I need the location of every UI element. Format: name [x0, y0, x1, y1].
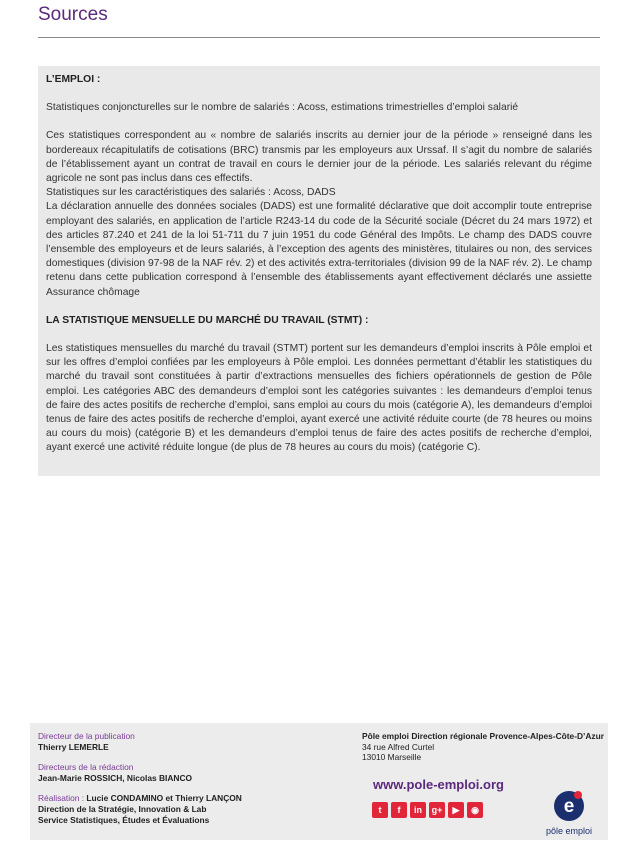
emploi-paragraph-1: Statistiques conjoncturelles sur le nombre de salariés : Acoss, estimations trimestrielles d’emploi salarié [46, 102, 519, 114]
social-icons [372, 802, 483, 818]
stmt-paragraph-1: Les statistiques mensuelles du marché du travail (STMT) portent sur les demandeurs d’emploi inscrits à Pôle emploi et sur les offres d’emploi confiées par les employeurs à Pôle emploi. Les données permettant d’établir les statistiques du marché du travail sont constituées à partir d’extractions mensuelles des fichiers opérationnels de gestion de Pôle emploi. Les catégories ABC des demandeurs d’emploi sont les catégories suivantes : les demandeurs d’emploi tenus de faire des actes positifs de recherche d’emploi, sans emploi au cours du mois (catégorie A), les demandeurs d’emploi tenus de faire des actes positifs de recherche d’emploi, ayant exercé une activité réduite courte (de 78 heures ou moins au cours du mois) (catégorie B) et les demandeurs d’emploi tenus de faire des actes positifs de recherche d’emploi, ayant exercé une activité réduite longue (de plus de 78 heures au cours du mois) (catégorie C). [46, 343, 592, 454]
organization-name: Pôle emploi Direction régionale Provence-Alpes-Côte-D’Azur [362, 731, 604, 741]
googleplus-icon[interactable]: g+ [429, 802, 445, 818]
youtube-icon[interactable]: ▶ [448, 802, 464, 818]
editors-names: Jean-Marie ROSSICH, Nicolas BIANCO [38, 772, 193, 783]
realisation-line [38, 793, 242, 804]
twitter-icon[interactable]: t [372, 802, 388, 818]
emploi-paragraph-4: La déclaration annuelle des données sociales (DADS) est une formalité déclarative que doit accomplir toute entreprise employant des salariés, en application de l’article R243-14 du code de la Sécurité sociale (Décret du 24 mars 1972) et des articles 87.240 et 241 de la loi 51-711 du 7 juin 1951 du code Général des Impôts. Le champ des DADS couvre l’ensemble des employeurs et de leurs salariés, à l’exception des agents des ministères, titulaires ou non, des services domestiques (division 97-98 de la NAF rév. 2) et des activités extra-territoriales (division 99 de la NAF rév. 2). Le champ retenu dans cette publication correspond à l’ensemble des établissements ayant effectivement déclarés une assiette Assurance chômage [46, 201, 592, 298]
website-link[interactable]: www.pole-emploi.org [373, 777, 504, 792]
director-name: Thierry LEMERLE [38, 741, 109, 752]
realisation-names: Lucie CONDAMINO et Thierry LANÇON [86, 793, 242, 804]
rss-icon[interactable]: ◉ [467, 802, 483, 818]
address-line-2: 13010 Marseille [362, 752, 422, 763]
title-divider [38, 37, 600, 38]
director-label: Directeur de la publication [38, 731, 135, 741]
sources-box [38, 66, 600, 476]
realisation-label: Réalisation : [38, 793, 87, 804]
editors-label: Directeurs de la rédaction [38, 762, 134, 773]
footer-address [362, 731, 604, 763]
emploi-paragraph-2: Ces statistiques correspondent au « nombre de salariés inscrits au dernier jour de la période » renseigné dans les bordereaux récapitulatifs de cotisations (BRC) transmis par les employeurs aux Urssaf. Il s’agit du nombre de salariés de l’établissement ayant un contrat de travail en cours le dernier jour de la période. Les salariés relevant du régime agricole ne sont pas inclus dans ces effectifs. [46, 130, 592, 185]
department-line-2: Service Statistiques, Études et Évaluations [38, 814, 210, 825]
facebook-icon[interactable]: f [391, 802, 407, 818]
logo-text: pôle emploi [545, 826, 593, 836]
emploi-heading: L’EMPLOI : [46, 74, 101, 85]
department-line-1: Direction de la Stratégie, Innovation & Lab [38, 803, 207, 814]
address-line-1: 34 rue Alfred Curtel [362, 741, 435, 752]
svg-text:e: e [563, 796, 575, 817]
footer-credits [38, 731, 242, 825]
emploi-paragraph-3: Statistiques sur les caractéristiques des salariés : Acoss, DADS [46, 187, 336, 199]
stmt-heading: LA STATISTIQUE MENSUELLE DU MARCHÉ DU TRAVAIL (STMT) : [46, 314, 369, 326]
linkedin-icon[interactable]: in [410, 802, 426, 818]
page-title: Sources [38, 4, 108, 25]
footer [30, 723, 608, 840]
